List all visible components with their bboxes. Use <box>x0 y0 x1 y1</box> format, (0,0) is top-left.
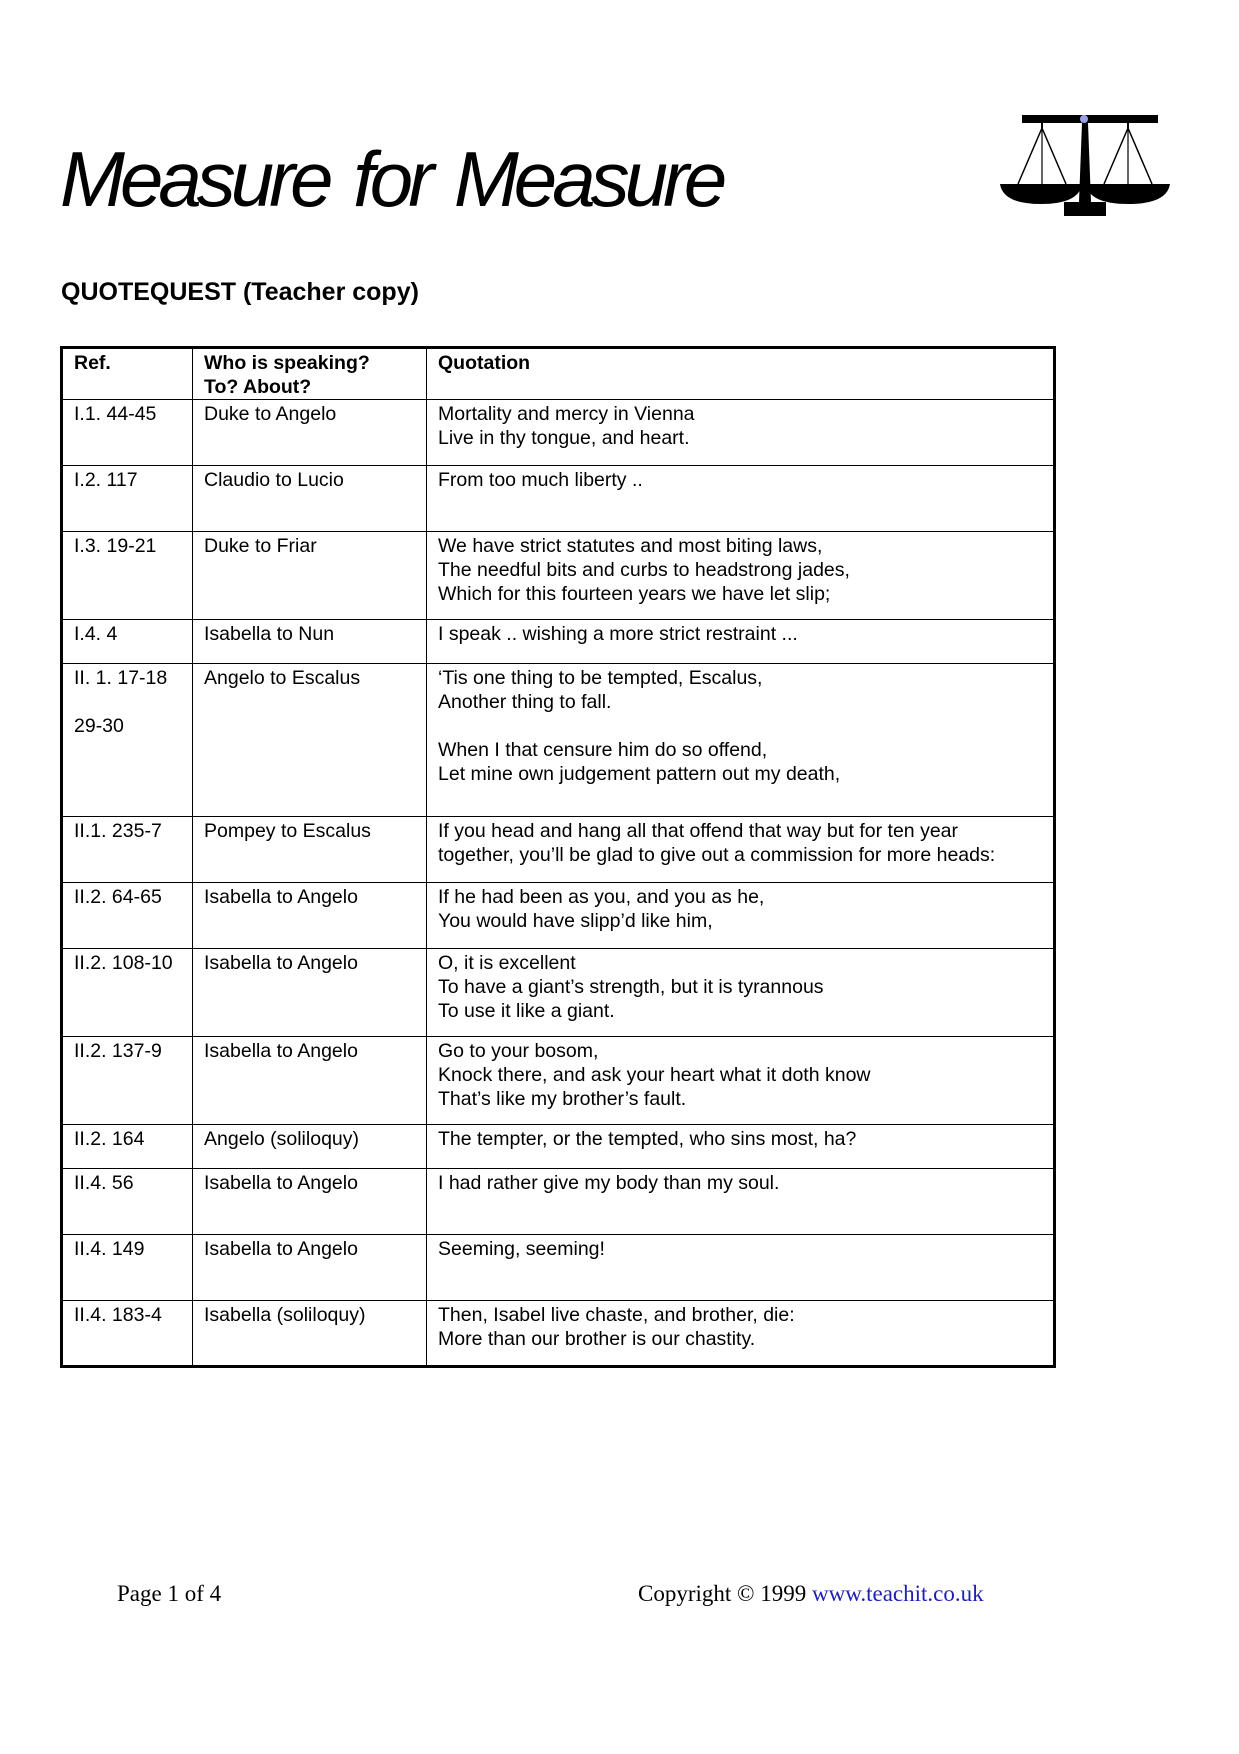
quotation-cell <box>427 400 1055 466</box>
ref-cell: I.2. 117 <box>62 466 193 532</box>
speaker-cell: Angelo (soliloquy) <box>193 1125 427 1169</box>
header-quotation: Quotation <box>427 348 1055 400</box>
quote-line: Go to your bosom, <box>438 1040 599 1062</box>
quotation-cell <box>427 466 1055 532</box>
table-row <box>62 664 1055 817</box>
table-row <box>62 1037 1055 1125</box>
table-row <box>62 949 1055 1037</box>
quote-line: That’s like my brother’s fault. <box>438 1088 687 1110</box>
copyright-text: Copyright © 1999 <box>638 1581 807 1606</box>
ref-cell: II.4. 56 <box>62 1169 193 1235</box>
quote-line: I speak .. wishing a more strict restraint ... <box>438 623 798 645</box>
quote-line: You would have slipp’d like him, <box>438 910 713 932</box>
teachit-link[interactable]: www.teachit.co.uk <box>812 1581 984 1606</box>
page-number: Page 1 of 4 <box>117 1581 222 1606</box>
quote-line: The needful bits and curbs to headstrong jades, <box>438 559 850 581</box>
speaker-cell: Claudio to Lucio <box>193 466 427 532</box>
quote-line: Another thing to fall. <box>438 691 612 713</box>
speaker-cell: Isabella to Angelo <box>193 883 427 949</box>
speaker-cell: Duke to Angelo <box>193 400 427 466</box>
ref-cell: II.1. 235-7 <box>62 817 193 883</box>
quote-line: If he had been as you, and you as he, <box>438 886 765 908</box>
quote-line: If you head and hang all that offend that way but for ten year <box>438 820 959 842</box>
quote-line: From too much liberty .. <box>438 469 643 491</box>
ref-cell: II.2. 64-65 <box>62 883 193 949</box>
spacer <box>74 690 182 714</box>
table-row <box>62 817 1055 883</box>
speaker-cell: Pompey to Escalus <box>193 817 427 883</box>
table-row <box>62 532 1055 620</box>
page-title: Measure for Measure <box>60 135 723 223</box>
table-row <box>62 1301 1055 1367</box>
quote-line: Then, Isabel live chaste, and brother, die: <box>438 1304 795 1326</box>
quote-line: The tempter, or the tempted, who sins most, ha? <box>438 1128 857 1150</box>
table-row <box>62 400 1055 466</box>
ref-cell: II.4. 183-4 <box>62 1301 193 1367</box>
speaker-cell: Isabella to Angelo <box>193 1169 427 1235</box>
speaker-cell: Angelo to Escalus <box>193 664 427 817</box>
quotation-cell <box>427 817 1055 883</box>
speaker-cell: Isabella (soliloquy) <box>193 1301 427 1367</box>
ref-line: II. 1. 17-18 <box>74 667 168 689</box>
table-row <box>62 466 1055 532</box>
quotation-cell <box>427 883 1055 949</box>
table-header-row <box>62 348 1055 400</box>
header-who <box>193 348 427 400</box>
quotation-cell <box>427 949 1055 1037</box>
quote-line: Let mine own judgement pattern out my death, <box>438 763 841 785</box>
speaker-cell: Isabella to Angelo <box>193 1037 427 1125</box>
quote-line: To use it like a giant. <box>438 1000 615 1022</box>
ref-cell: I.3. 19-21 <box>62 532 193 620</box>
quote-line: Knock there, and ask your heart what it doth know <box>438 1064 871 1086</box>
speaker-cell: Isabella to Nun <box>193 620 427 664</box>
quotation-cell <box>427 1301 1055 1367</box>
quote-line: O, it is excellent <box>438 952 576 974</box>
quote-line: To have a giant’s strength, but it is tyrannous <box>438 976 824 998</box>
quote-line: Which for this fourteen years we have let slip; <box>438 583 831 605</box>
ref-cell: I.1. 44-45 <box>62 400 193 466</box>
quote-line: Live in thy tongue, and heart. <box>438 427 690 449</box>
ref-cell: II.2. 137-9 <box>62 1037 193 1125</box>
table-row <box>62 1169 1055 1235</box>
table-row <box>62 1235 1055 1301</box>
quote-line: When I that censure him do so offend, <box>438 739 768 761</box>
quotation-cell <box>427 664 1055 817</box>
quote-line: We have strict statutes and most biting laws, <box>438 535 823 557</box>
ref-cell: I.4. 4 <box>62 620 193 664</box>
speaker-cell: Isabella to Angelo <box>193 949 427 1037</box>
speaker-cell: Isabella to Angelo <box>193 1235 427 1301</box>
quotation-cell <box>427 620 1055 664</box>
speaker-cell: Duke to Friar <box>193 532 427 620</box>
quote-line: Seeming, seeming! <box>438 1238 605 1260</box>
copyright-notice <box>638 1581 984 1607</box>
quote-line: I had rather give my body than my soul. <box>438 1172 780 1194</box>
quote-line: More than our brother is our chastity. <box>438 1328 756 1350</box>
quotation-cell <box>427 532 1055 620</box>
header-ref: Ref. <box>62 348 193 400</box>
header-who-line-2: To? About? <box>204 376 312 398</box>
quote-line: together, you’ll be glad to give out a commission for more heads: <box>438 844 996 866</box>
table-row <box>62 883 1055 949</box>
table-row <box>62 620 1055 664</box>
ref-cell <box>62 664 193 817</box>
document-subtitle: QUOTEQUEST (Teacher copy) <box>61 278 419 306</box>
ref-cell: II.2. 108-10 <box>62 949 193 1037</box>
quotation-cell <box>427 1125 1055 1169</box>
quotation-cell <box>427 1235 1055 1301</box>
quote-table <box>60 346 1056 1368</box>
spacer <box>438 714 1043 738</box>
table-row <box>62 1125 1055 1169</box>
ref-cell: II.4. 149 <box>62 1235 193 1301</box>
quote-line: Mortality and mercy in Vienna <box>438 403 695 425</box>
quotation-cell <box>427 1169 1055 1235</box>
quotation-cell <box>427 1037 1055 1125</box>
header-who-line-1: Who is speaking? <box>204 352 370 374</box>
scales-of-justice-icon <box>1000 110 1180 250</box>
ref-line: 29-30 <box>74 715 124 737</box>
quote-line: ‘Tis one thing to be tempted, Escalus, <box>438 667 763 689</box>
ref-cell: II.2. 164 <box>62 1125 193 1169</box>
